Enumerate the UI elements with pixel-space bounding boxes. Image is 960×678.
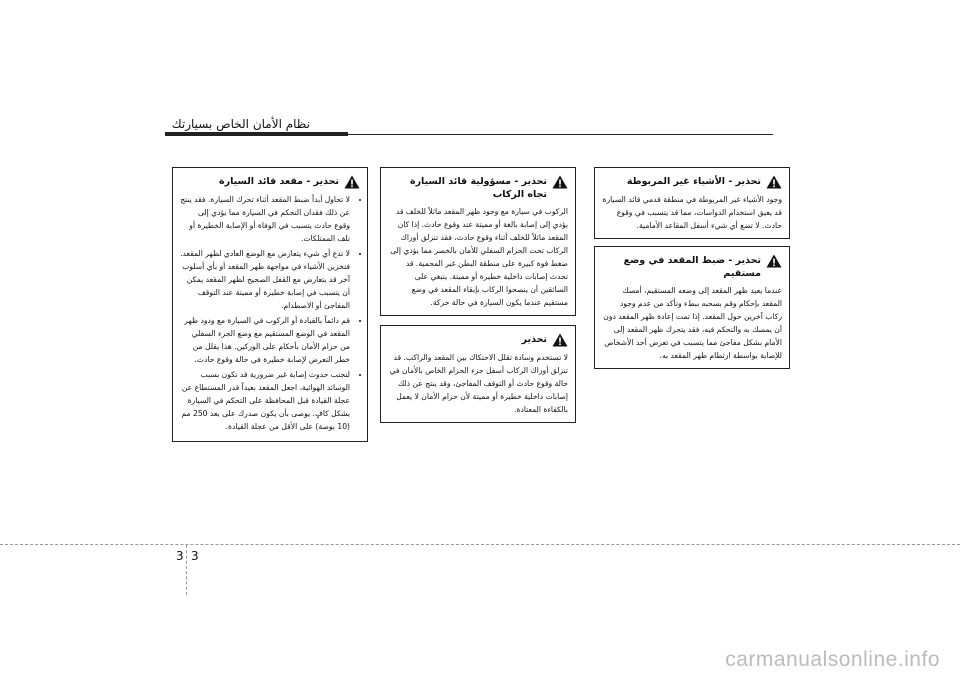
warning-box-general <box>380 325 576 423</box>
warning-list <box>180 193 360 433</box>
list-item: • قم دائماً بالقيادة أو الركوب في السيارة مع ودود ظهر المقعد في الوضع المستقيم مع وضع الجزء السفلي من حزام الأمان بأحكام على الوركين. هذا يقلل من خطر التعرض لإصابة خطيرة في حالة وقوع حادث. <box>180 314 350 366</box>
page-number-chapter: 3 <box>176 549 184 563</box>
warning-triangle-icon <box>552 333 568 347</box>
column-middle <box>380 167 576 423</box>
warning-title: تحذير - الأشياء غير المربوطة <box>602 175 782 189</box>
page-number: 3 <box>191 549 199 563</box>
header-rule-thin <box>348 134 773 135</box>
column-right <box>594 167 790 369</box>
warning-body: لا تستخدم وسادة تقلل الاحتكاك بين المقعد والراكب. قد تنزلق أوراك الركاب أسفل جزء الحزام الخاص بالأمان في حالة وقوع حادث أو التوقف المفاجئ، وقد ينتج عن ذلك إصابات داخلية خطيرة أو مميتة لأن حزام الأمان لا يعمل بالكفاءة المعتادة. <box>389 353 568 414</box>
warning-title: تحذير - ضبط المقعد في وضع مستقيم <box>602 254 782 280</box>
watermark: carmanualsonline.info <box>725 648 940 671</box>
warning-body: وجود الأشياء غير المربوطة في منطقة قدمي قائد السيارة قد يعيق استخدام الدواسات، مما قد يتسبب في وقوع حادث. لا تضع أي شيء أسفل المقاعد الأمامية. <box>602 195 782 230</box>
warning-box-driver-responsibility <box>380 167 576 316</box>
footer-divider <box>0 544 960 545</box>
warning-title: تحذير - مقعد قائد السيارة <box>180 175 360 189</box>
list-item: • لتجنب حدوث إصابة غير ضرورية قد تكون بسبب الوسائد الهوائية، اجعل المقعد بعيداً قدر المستطاع عن عجلة القيادة قبل المحافظة على التحكم في السيارة بشكل كافٍ. يوصى بأن يكون صدرك على بعد 250 مم (10 بوصة) على الأقل من عجلة القيادة. <box>180 368 350 433</box>
footer-vertical-divider <box>186 545 187 595</box>
warning-body: عندما يعيد ظهر المقعد إلى وضعه المستقيم، أمسك المقعد بإحكام وقم بسحبه ببطء وتأكد من عدم وجود ركاب آخرين حول المقعد. إذا تمت إعادة ظهر المقعد دون أن يمسك به والتحكم فيه، فقد يتحرك ظهر المقعد إلى الأمام بشكل مفاجئ مما يتسبب في تعرض أحد الأشخاص للإصابة بواسطة ارتطام ظهر المقعد به. <box>603 286 782 360</box>
page-header <box>0 117 960 137</box>
page-title: نظام الأمان الخاص بسيارتك <box>171 117 310 131</box>
warning-triangle-icon <box>766 175 782 189</box>
list-item: • لا تحاول أبداً ضبط المقعد أثناء تحرك السيارة. فقد ينتج عن ذلك فقدان التحكم في السيارة مما يؤدي إلى وقوع حادث يتسبب في الوفاة أو الإصابة الخطيرة أو تلف الممتلكات. <box>180 193 350 245</box>
warning-box-driver-seat <box>172 167 368 442</box>
warning-triangle-icon <box>552 175 568 189</box>
warning-box-foreign-objects <box>594 167 790 239</box>
list-item: • لا تدع أي شيء يتعارض مع الوضع العادي لظهر المقعد. فتخزين الأشياء في مواجهة ظهر المقعد أو بأي أسلوب آخر قد يتعارض مع القفل الصحيح لظهر المقعد يمكن أن يتسبب في إصابة خطيرة أو مميتة عند التوقف المفاجئ أو الاصطدام. <box>180 247 350 312</box>
header-rule-thick <box>165 132 348 136</box>
warning-box-upright-seat <box>594 246 790 369</box>
warning-triangle-icon <box>766 254 782 268</box>
warning-triangle-icon <box>344 175 360 189</box>
column-left <box>172 167 368 442</box>
warning-title: تحذير <box>388 333 568 347</box>
warning-body: الركوب في سيارة مع وجود ظهر المقعد مائلاً للخلف قد يؤدي إلى إصابة بالغة أو مميتة عند وقوع حادث. إذا كان المقعد مائلاً للخلف أثناء وقوع حادث، فقد تنزلق أوراك الركاب تحت الحزام السفلي للأمان بالخصر مما يؤدي إلى ضغط قوة كبيرة على منطقة البطن غير المحمية. قد تحدث إصابات داخلية خطيرة أو مميتة. ينبغي على السائقين أن ينصحوا الركاب بإبقاء المقعد في وضع مستقيم عندما يكون السيارة في حالة حركة. <box>390 207 568 307</box>
warning-title: تحذير - مسؤولية قائد السيارة تجاه الركاب <box>388 175 568 201</box>
